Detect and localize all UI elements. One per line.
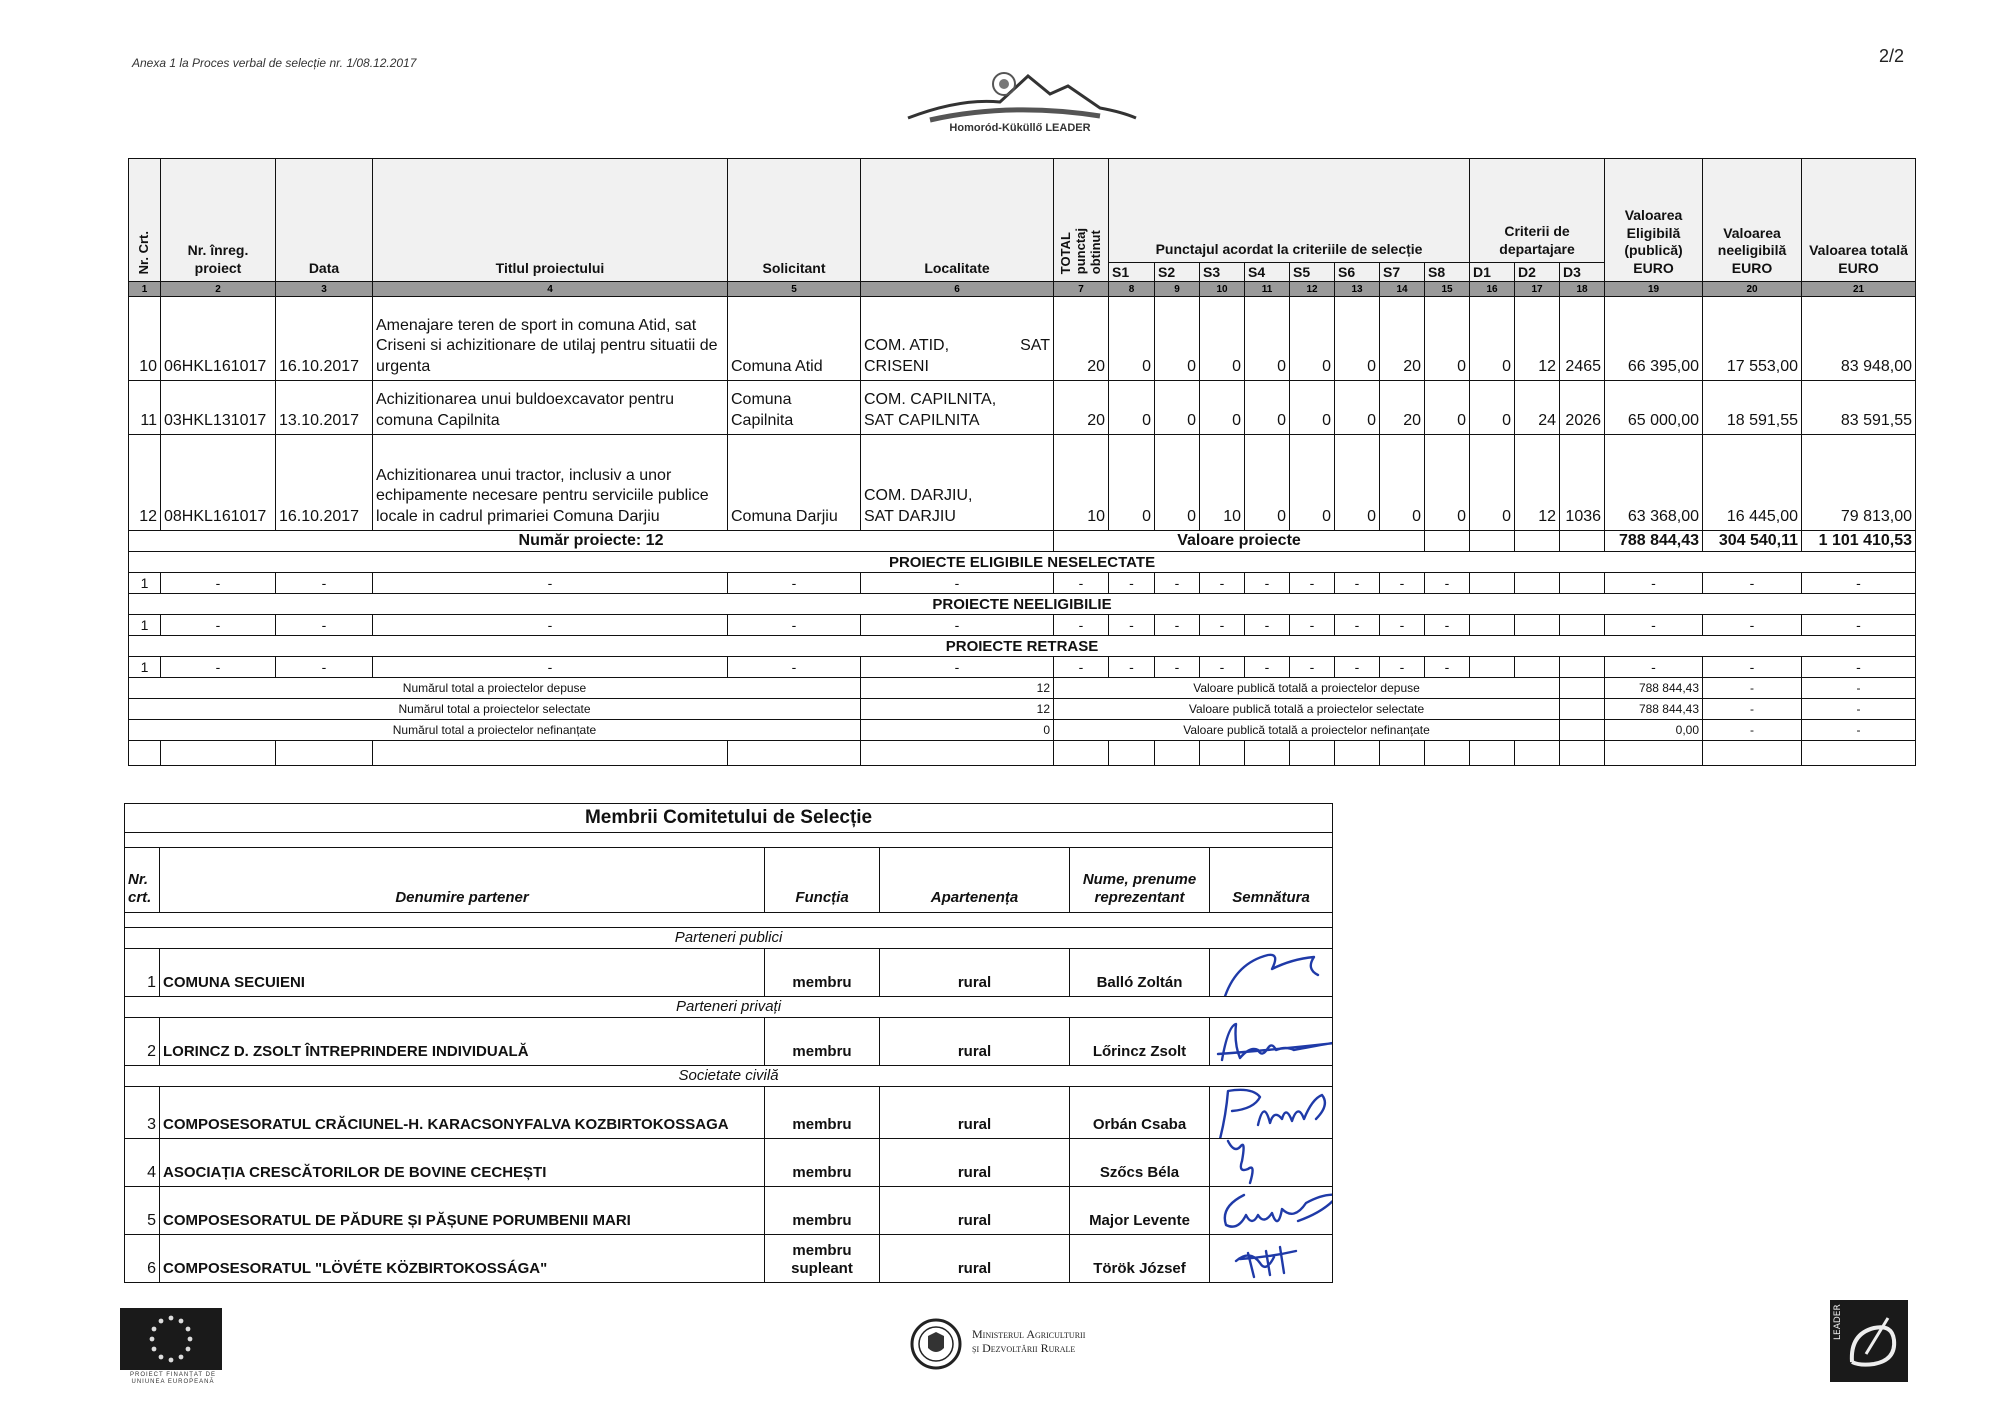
row-s8: 0 — [1425, 297, 1470, 381]
row-data: 13.10.2017 — [276, 381, 373, 435]
member-apartenenta: rural — [880, 1087, 1070, 1139]
dash: - — [161, 573, 276, 594]
leader-group-logo — [900, 58, 1140, 142]
ministry-logo — [910, 1318, 1170, 1374]
blank-row — [129, 741, 1916, 766]
column-number: 9 — [1155, 282, 1200, 297]
dash: - — [373, 657, 728, 678]
dash: - — [1290, 573, 1335, 594]
localitate-line: COM. ATID, — [864, 337, 950, 355]
signature-6-icon — [1230, 1241, 1300, 1279]
header-d3: D3 — [1560, 263, 1605, 282]
header-s4: S4 — [1245, 263, 1290, 282]
signature-cell — [1210, 1087, 1333, 1139]
ministry-name-line: și Dezvoltării Rurale — [972, 1340, 1076, 1355]
dash: - — [1380, 615, 1425, 636]
dash: - — [861, 615, 1054, 636]
summary-neeligibila: - — [1703, 720, 1802, 741]
dash: - — [1290, 657, 1335, 678]
header-data: Data — [276, 159, 373, 282]
row-s4: 0 — [1245, 435, 1290, 531]
column-number: 18 — [1560, 282, 1605, 297]
row-totala: 83 948,00 — [1802, 297, 1916, 381]
header-valoare-neeligibila: Valoarea neeligibilă EURO — [1703, 159, 1802, 282]
member-nr: 5 — [125, 1187, 160, 1235]
dash: - — [276, 573, 373, 594]
row-d1: 0 — [1470, 297, 1515, 381]
dash: - — [1335, 657, 1380, 678]
localitate-line: SAT CAPILNITA — [864, 412, 980, 430]
member-nume: Szőcs Béla — [1070, 1139, 1210, 1187]
ministry-name-line: Ministerul Agriculturii — [972, 1327, 1086, 1341]
member-row — [125, 1235, 1333, 1283]
row-d3: 1036 — [1560, 435, 1605, 531]
row-s5: 0 — [1290, 297, 1335, 381]
member-denumire: COMPOSESORATUL CRĂCIUNEL-H. KARACSONYFALVA KOZBIRTOKOSSAGA — [160, 1087, 765, 1139]
header-solicitant: Solicitant — [728, 159, 861, 282]
dash: - — [1054, 657, 1109, 678]
row-titlu: Amenajare teren de sport in comuna Atid, sat Criseni si achizitionare de utilaj pentru situatii de urgenta — [373, 297, 728, 381]
row-s1: 0 — [1109, 435, 1155, 531]
logo-caption: Homoród-Küküllő LEADER — [949, 122, 1091, 134]
row-s5: 0 — [1290, 435, 1335, 531]
mountain-logo-icon — [900, 58, 1140, 128]
row-s2: 0 — [1155, 435, 1200, 531]
member-functia: membru — [765, 1018, 880, 1066]
column-number-band — [129, 282, 1916, 297]
summary-value: 0,00 — [1605, 720, 1703, 741]
member-apartenenta: rural — [880, 1187, 1070, 1235]
member-denumire: COMUNA SECUIENI — [160, 949, 765, 997]
row-s8: 0 — [1425, 381, 1470, 435]
dash: - — [1605, 615, 1703, 636]
row-d1: 0 — [1470, 381, 1515, 435]
row-d2: 12 — [1515, 435, 1560, 531]
header-titlu: Titlul proiectului — [373, 159, 728, 282]
row-d3: 2465 — [1560, 297, 1605, 381]
row-s2: 0 — [1155, 381, 1200, 435]
column-number: 13 — [1335, 282, 1380, 297]
eu-flag-icon — [120, 1308, 222, 1370]
row-s7: 20 — [1380, 381, 1425, 435]
header-s5: S5 — [1290, 263, 1335, 282]
row-nr: 1 — [129, 615, 161, 636]
dash: - — [1245, 615, 1290, 636]
dash: - — [276, 615, 373, 636]
header-apartenenta: Apartenența — [880, 848, 1070, 913]
dash: - — [373, 615, 728, 636]
member-row — [125, 1187, 1333, 1235]
signature-5-icon — [1214, 1187, 1333, 1235]
header-denumire: Denumire partener — [160, 848, 765, 913]
localitate-line: SAT — [1020, 337, 1050, 355]
page-number: 2/2 — [1878, 46, 1904, 66]
dash: - — [1109, 657, 1155, 678]
header-valoare-totala: Valoarea totală EURO — [1802, 159, 1916, 282]
column-number: 1 — [129, 282, 161, 297]
summary-neeligibila: - — [1703, 699, 1802, 720]
summary-totala: - — [1802, 678, 1916, 699]
row-total: 20 — [1054, 381, 1109, 435]
row-nr-inreg: 03HKL131017 — [161, 381, 276, 435]
member-apartenenta: rural — [880, 1235, 1070, 1283]
row-nr: 11 — [129, 381, 161, 435]
dash: - — [1425, 573, 1470, 594]
row-s3: 0 — [1200, 297, 1245, 381]
group-parteneri-publici: Parteneri publici — [125, 928, 1333, 949]
row-s1: 0 — [1109, 381, 1155, 435]
dash: - — [1335, 573, 1380, 594]
member-functia: membru — [765, 1139, 880, 1187]
dash: - — [1200, 657, 1245, 678]
dash: - — [1290, 615, 1335, 636]
summary-totala: - — [1802, 720, 1916, 741]
dash: - — [1703, 573, 1802, 594]
member-apartenenta: rural — [880, 1139, 1070, 1187]
column-number: 6 — [861, 282, 1054, 297]
header-valoare-eligibila: Valoarea Eligibilă (publică) EURO — [1605, 159, 1703, 282]
column-number: 4 — [373, 282, 728, 297]
dash: - — [161, 615, 276, 636]
row-total: 10 — [1054, 435, 1109, 531]
row-solicitant: Comuna Atid — [728, 297, 861, 381]
row-data: 16.10.2017 — [276, 297, 373, 381]
row-s6: 0 — [1335, 297, 1380, 381]
row-totala: 79 813,00 — [1802, 435, 1916, 531]
section-eligibile-neselectate: PROIECTE ELIGIBILE NESELECTATE — [129, 552, 1916, 573]
leader-logo — [1830, 1300, 1908, 1382]
dash: - — [161, 657, 276, 678]
dash: - — [861, 657, 1054, 678]
group-parteneri-privati: Parteneri privați — [125, 997, 1333, 1018]
summary-label: Numărul total a proiectelor selectate — [129, 699, 861, 720]
column-number: 19 — [1605, 282, 1703, 297]
signature-2-icon — [1214, 1020, 1333, 1064]
dash: - — [1380, 657, 1425, 678]
row-s6: 0 — [1335, 435, 1380, 531]
member-nume: Török József — [1070, 1235, 1210, 1283]
dash: - — [1054, 573, 1109, 594]
signature-cell — [1210, 949, 1333, 997]
signature-cell — [1210, 1018, 1333, 1066]
member-row — [125, 949, 1333, 997]
row-eligibila: 66 395,00 — [1605, 297, 1703, 381]
column-number: 12 — [1290, 282, 1335, 297]
eu-caption: PROIECT FINANȚAT DE UNIUNEA EUROPEANĂ — [129, 1372, 216, 1385]
row-nr: 12 — [129, 435, 161, 531]
localitate-line: CRISENI — [864, 358, 929, 376]
summary-totala: - — [1802, 699, 1916, 720]
row-d1: 0 — [1470, 435, 1515, 531]
member-denumire: LORINCZ D. ZSOLT ÎNTREPRINDERE INDIVIDUALĂ — [160, 1018, 765, 1066]
total-totala: 1 101 410,53 — [1802, 531, 1916, 552]
localitate-line: SAT DARJIU — [864, 508, 956, 526]
row-d2: 24 — [1515, 381, 1560, 435]
header-nr-crt: Nr. Crt. — [129, 159, 161, 282]
row-s7: 20 — [1380, 297, 1425, 381]
row-neeligibila: 18 591,55 — [1703, 381, 1802, 435]
column-number: 21 — [1802, 282, 1916, 297]
projects-table — [128, 158, 1916, 766]
column-number: 11 — [1245, 282, 1290, 297]
signature-cell — [1210, 1187, 1333, 1235]
summary-value-label: Valoare publică totală a proiectelor selectate — [1054, 699, 1560, 720]
leader-mark: LEADER — [1833, 1304, 1843, 1340]
header-d1: D1 — [1470, 263, 1515, 282]
row-d2: 12 — [1515, 297, 1560, 381]
dash: - — [1802, 615, 1916, 636]
row-s6: 0 — [1335, 381, 1380, 435]
row-nr: 1 — [129, 657, 161, 678]
signature-4-icon — [1218, 1139, 1278, 1187]
column-number: 3 — [276, 282, 373, 297]
row-d3: 2026 — [1560, 381, 1605, 435]
summary-count: 12 — [861, 678, 1054, 699]
column-number: 16 — [1470, 282, 1515, 297]
column-number: 8 — [1109, 282, 1155, 297]
signature-cell — [1210, 1139, 1333, 1187]
header-total-punctaj: TOTAL punctaj obtinut — [1054, 159, 1109, 282]
signature-cell — [1210, 1235, 1333, 1283]
total-eligibila: 788 844,43 — [1605, 531, 1703, 552]
header-nr-inreg: Nr. înreg. proiect — [161, 159, 276, 282]
column-number: 14 — [1380, 282, 1425, 297]
dash: - — [1155, 615, 1200, 636]
member-functia: membru — [765, 1187, 880, 1235]
annex-reference: Anexa 1 la Proces verbal de selecție nr. 1/08.12.2017 — [132, 56, 417, 70]
dash: - — [728, 573, 861, 594]
summary-count: 12 — [861, 699, 1054, 720]
member-nume: Lőrincz Zsolt — [1070, 1018, 1210, 1066]
dash: - — [1703, 657, 1802, 678]
dash: - — [373, 573, 728, 594]
dash: - — [1703, 615, 1802, 636]
row-s5: 0 — [1290, 381, 1335, 435]
table-row — [129, 381, 1916, 435]
member-functia: membru — [765, 949, 880, 997]
member-nr: 1 — [125, 949, 160, 997]
column-number: 5 — [728, 282, 861, 297]
header-s3: S3 — [1200, 263, 1245, 282]
member-row — [125, 1018, 1333, 1066]
table-row — [129, 297, 1916, 381]
header-nr-crt: Nr. crt. — [125, 848, 160, 913]
summary-value: 788 844,43 — [1605, 678, 1703, 699]
row-nr-inreg: 06HKL161017 — [161, 297, 276, 381]
summary-label: Numărul total a proiectelor nefinanțate — [129, 720, 861, 741]
dash: - — [728, 615, 861, 636]
header-functia: Funcția — [765, 848, 880, 913]
row-total: 20 — [1054, 297, 1109, 381]
member-denumire: COMPOSESORATUL "LÖVÉTE KÖZBIRTOKOSSÁGA" — [160, 1235, 765, 1283]
dash: - — [1155, 657, 1200, 678]
row-titlu: Achizitionarea unui buldoexcavator pentru comuna Capilnita — [373, 381, 728, 435]
totals-row — [129, 531, 1916, 552]
header-s7: S7 — [1380, 263, 1425, 282]
dash: - — [276, 657, 373, 678]
summary-row — [129, 678, 1916, 699]
header-semnatura: Semnătura — [1210, 848, 1333, 913]
column-number: 7 — [1054, 282, 1109, 297]
header-localitate: Localitate — [861, 159, 1054, 282]
empty-row — [129, 657, 1916, 678]
header-d2: D2 — [1515, 263, 1560, 282]
dash: - — [1335, 615, 1380, 636]
header-s2: S2 — [1155, 263, 1200, 282]
table-row — [129, 435, 1916, 531]
column-number: 20 — [1703, 282, 1802, 297]
header-s8: S8 — [1425, 263, 1470, 282]
section-neeligibile: PROIECTE NEELIGIBILIE — [129, 594, 1916, 615]
dash: - — [728, 657, 861, 678]
group-societate-civila: Societate civilă — [125, 1066, 1333, 1087]
eu-logo — [120, 1308, 226, 1385]
row-solicitant: Comuna Capilnita — [728, 381, 861, 435]
member-functia: membru supleant — [765, 1235, 880, 1283]
member-row — [125, 1087, 1333, 1139]
member-nume: Balló Zoltán — [1070, 949, 1210, 997]
total-neeligibila: 304 540,11 — [1703, 531, 1802, 552]
row-s3: 0 — [1200, 381, 1245, 435]
member-nr: 3 — [125, 1087, 160, 1139]
row-titlu: Achizitionarea unui tractor, inclusiv a unor echipamente necesare pentru serviciile publice locale in cadrul primariei Comuna Darjiu — [373, 435, 728, 531]
member-denumire: COMPOSESORATUL DE PĂDURE ȘI PĂȘUNE PORUMBENII MARI — [160, 1187, 765, 1235]
member-apartenenta: rural — [880, 949, 1070, 997]
row-data: 16.10.2017 — [276, 435, 373, 531]
dash: - — [1054, 615, 1109, 636]
summary-value: 788 844,43 — [1605, 699, 1703, 720]
row-localitate — [861, 435, 1054, 531]
row-solicitant: Comuna Darjiu — [728, 435, 861, 531]
row-localitate — [861, 297, 1054, 381]
member-functia: membru — [765, 1087, 880, 1139]
row-nr: 1 — [129, 573, 161, 594]
summary-value-label: Valoare publică totală a proiectelor nefinanțate — [1054, 720, 1560, 741]
dash: - — [1802, 573, 1916, 594]
leader-emblem-icon — [1830, 1300, 1908, 1382]
dash: - — [1245, 573, 1290, 594]
row-s3: 10 — [1200, 435, 1245, 531]
member-nume: Major Levente — [1070, 1187, 1210, 1235]
dash: - — [1200, 573, 1245, 594]
member-nr: 6 — [125, 1235, 160, 1283]
committee-title: Membrii Comitetului de Selecție — [125, 804, 1333, 833]
romania-coat-of-arms-icon — [910, 1318, 962, 1370]
row-nr-inreg: 08HKL161017 — [161, 435, 276, 531]
member-denumire: ASOCIAȚIA CRESCĂTORILOR DE BOVINE CECHEȘTI — [160, 1139, 765, 1187]
localitate-line: COM. DARJIU, — [864, 487, 973, 505]
column-number: 15 — [1425, 282, 1470, 297]
summary-label: Numărul total a proiectelor depuse — [129, 678, 861, 699]
signature-1-icon — [1210, 949, 1333, 997]
dash: - — [1605, 573, 1703, 594]
member-apartenenta: rural — [880, 1018, 1070, 1066]
section-retrase: PROIECTE RETRASE — [129, 636, 1916, 657]
row-nr: 10 — [129, 297, 161, 381]
column-number: 2 — [161, 282, 276, 297]
member-nr: 2 — [125, 1018, 160, 1066]
row-localitate — [861, 381, 1054, 435]
dash: - — [1245, 657, 1290, 678]
summary-count: 0 — [861, 720, 1054, 741]
dash: - — [1802, 657, 1916, 678]
dash: - — [1155, 573, 1200, 594]
dash: - — [1200, 615, 1245, 636]
dash: - — [1425, 657, 1470, 678]
summary-row — [129, 699, 1916, 720]
header-nume: Nume, prenume reprezentant — [1070, 848, 1210, 913]
column-number: 17 — [1515, 282, 1560, 297]
dash: - — [1605, 657, 1703, 678]
header-punctaj-criterii: Punctajul acordat la criteriile de selecție — [1109, 159, 1470, 263]
project-count: Număr proiecte: 12 — [129, 531, 1054, 552]
header-s1: S1 — [1109, 263, 1155, 282]
localitate-line: COM. CAPILNITA, — [864, 391, 997, 409]
row-s1: 0 — [1109, 297, 1155, 381]
row-eligibila: 65 000,00 — [1605, 381, 1703, 435]
committee-table — [124, 803, 1333, 1283]
member-nr: 4 — [125, 1139, 160, 1187]
dash: - — [861, 573, 1054, 594]
member-row — [125, 1139, 1333, 1187]
summary-value-label: Valoare publică totală a proiectelor depuse — [1054, 678, 1560, 699]
header-s6: S6 — [1335, 263, 1380, 282]
header-criterii-departajare: Criterii de departajare — [1470, 159, 1605, 263]
summary-row — [129, 720, 1916, 741]
row-s4: 0 — [1245, 381, 1290, 435]
column-number: 10 — [1200, 282, 1245, 297]
dash: - — [1425, 615, 1470, 636]
row-s7: 0 — [1380, 435, 1425, 531]
dash: - — [1109, 573, 1155, 594]
dash: - — [1380, 573, 1425, 594]
row-neeligibila: 16 445,00 — [1703, 435, 1802, 531]
row-s4: 0 — [1245, 297, 1290, 381]
row-eligibila: 63 368,00 — [1605, 435, 1703, 531]
dash: - — [1109, 615, 1155, 636]
member-nume: Orbán Csaba — [1070, 1087, 1210, 1139]
row-s2: 0 — [1155, 297, 1200, 381]
row-s8: 0 — [1425, 435, 1470, 531]
row-totala: 83 591,55 — [1802, 381, 1916, 435]
row-neeligibila: 17 553,00 — [1703, 297, 1802, 381]
summary-neeligibila: - — [1703, 678, 1802, 699]
signature-3-icon — [1212, 1087, 1333, 1139]
projects-value-label: Valoare proiecte — [1054, 531, 1425, 552]
empty-row — [129, 573, 1916, 594]
empty-row — [129, 615, 1916, 636]
